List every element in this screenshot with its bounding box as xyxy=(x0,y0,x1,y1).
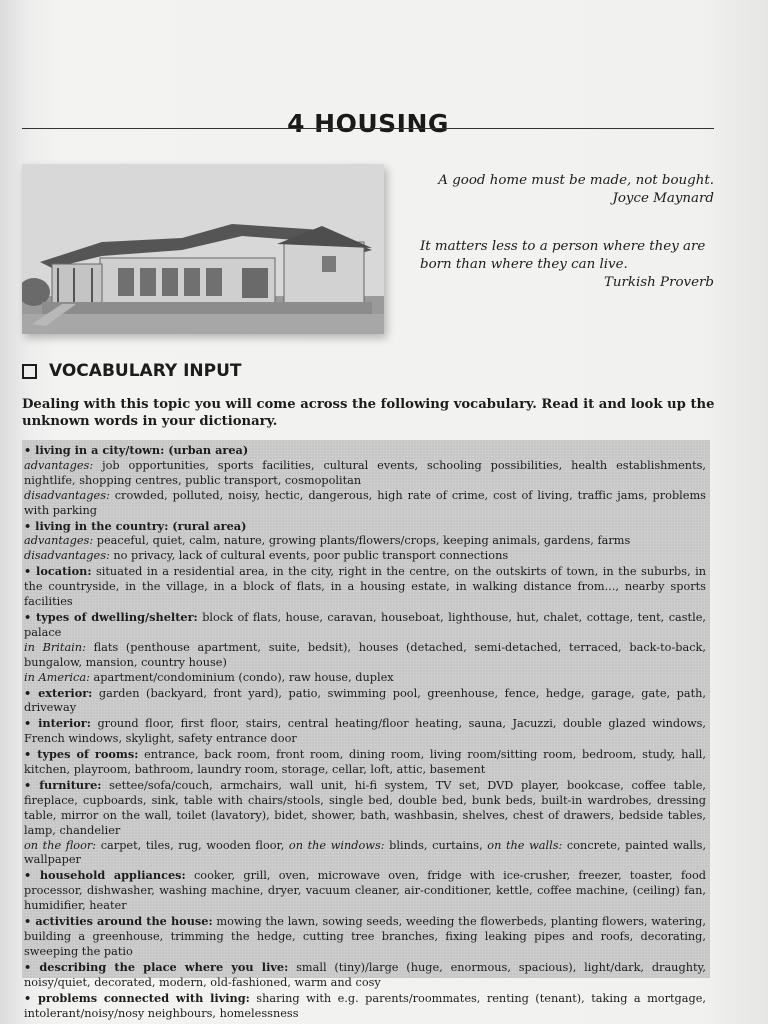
vocab-text: peaceful, quiet, calm, nature, growing plants/flowers/crops, keeping animals, gardens, farms xyxy=(96,534,631,548)
vocabulary-section-heading xyxy=(22,361,714,381)
vocab-item-rooms xyxy=(24,747,706,778)
vocab-item-dwelling xyxy=(24,610,706,686)
bullet-icon: • xyxy=(24,685,39,700)
bullet-icon: • xyxy=(24,914,36,929)
bullet-icon: • xyxy=(24,609,37,624)
vocab-text: blinds, curtains, xyxy=(389,838,483,852)
vocab-sublabel: disadvantages: xyxy=(24,488,110,502)
bullet-icon: • xyxy=(24,868,40,883)
quote-text: It matters less to a person where they are born than where they can live. xyxy=(420,239,706,272)
bullet-icon: • xyxy=(24,777,40,792)
empty-square-icon xyxy=(22,364,37,379)
vocab-text: apartment/condominium (condo), raw house, duplex xyxy=(93,670,394,684)
title-divider xyxy=(22,128,714,129)
house-illustration xyxy=(22,164,384,334)
section-title: VOCABULARY INPUT xyxy=(49,361,242,381)
vocab-item-country xyxy=(24,519,706,565)
vocab-item-interior xyxy=(24,716,706,747)
vocab-sublabel: advantages: xyxy=(24,458,94,472)
vocab-text: carpet, tiles, rug, wooden floor, xyxy=(100,838,285,852)
vocab-sublabel: in America: xyxy=(24,670,90,684)
vocab-text: no privacy, lack of cultural events, poor public transport connections xyxy=(113,549,509,563)
vocab-text: ground floor, first floor, stairs, central heating/floor heating, sauna, Jacuzzi, double glazed windows, French windows, skylight, safety entrance door xyxy=(24,717,707,746)
quote-text: A good home must be made, not bought. xyxy=(438,173,714,188)
vocab-text: flats (penthouse apartment, suite, bedsit), houses (detached, semi-detached, terraced, back-to-back, bungalow, mansion, country house) xyxy=(24,640,706,669)
vocab-label: exterior: xyxy=(38,685,93,700)
vocab-item-describing xyxy=(24,960,706,991)
vocab-sublabel: disadvantages: xyxy=(24,549,110,563)
quote-1 xyxy=(420,172,714,208)
bullet-icon: • xyxy=(24,564,37,579)
page-title: 4 HOUSING xyxy=(287,108,449,138)
vocab-text: cooker, grill, oven, microwave oven, fridge with ice-crusher, freezer, toaster, food processor, dishwasher, washing machine, dryer, vacuum cleaner, air-conditioner, kettle, coffee machine, (ceiling) fan, humidifier, heater xyxy=(24,869,707,913)
vocab-text: block of flats, house, caravan, houseboat, lighthouse, hut, chalet, cottage, tent, castle, palace xyxy=(24,610,706,639)
vocab-label: household appliances: xyxy=(39,868,186,883)
bullet-icon: • xyxy=(24,716,39,731)
vocab-label: location: xyxy=(36,564,92,579)
vocab-item-appliances xyxy=(24,868,706,914)
vocab-text: sharing with e.g. parents/roommates, renting (tenant), taking a mortgage, intolerant/noisy/nosy neighbours, homelessness xyxy=(24,991,707,1020)
vocab-label: describing the place where you live: xyxy=(39,959,289,974)
vocab-label: living in a city/town: (urban area) xyxy=(35,443,249,457)
vocab-text: settee/sofa/couch, armchairs, wall unit, hi-fi system, TV set, DVD player, bookcase, coffee table, fireplace, cupboards, sink, table with chairs/stools, single bed, double bed, bunk beds, built-in wardrobes, dressing table, mirror on the wall, toilet (lavatory), bidet, shower, bath, washbasin, shelves, chest of drawers, bedside tables, lamp, chandelier xyxy=(24,778,706,837)
vocab-text: mowing the lawn, sowing seeds, weeding the flowerbeds, planting flowers, watering, building a greenhouse, trimming the hedge, cutting tree branches, fixing leaking pipes and roofs, decorating, sweeping the patio xyxy=(24,915,706,958)
vocab-label: activities around the house: xyxy=(35,914,213,929)
bullet-icon: • xyxy=(24,518,36,533)
bullet-icon: • xyxy=(24,990,39,1005)
quotes-block xyxy=(420,172,714,292)
vocab-sublabel: on the windows: xyxy=(288,838,385,852)
bullet-icon: • xyxy=(24,443,36,457)
vocab-text: entrance, back room, front room, dining room, living room/sitting room, bedroom, study, hall, kitchen, playroom, bathroom, laundry room, storage, cellar, loft, attic, basement xyxy=(24,748,707,777)
vocab-item-city xyxy=(24,443,706,519)
vocab-text: situated in a residential area, in the city, right in the centre, on the outskirts of town, in the suburbs, in the countryside, in the village, in a block of flats, in a housing estate, in walking distance from..., nearby sports facilities xyxy=(24,565,707,609)
vocab-item-furniture xyxy=(24,778,706,868)
vocab-label: furniture: xyxy=(39,777,102,792)
quote-2 xyxy=(420,238,714,292)
vocab-label: types of rooms: xyxy=(37,747,139,762)
quote-author: Joyce Maynard xyxy=(612,191,714,206)
house-photo xyxy=(22,164,384,334)
vocab-label: living in the country: (rural area) xyxy=(35,518,247,533)
vocab-text: job opportunities, sports facilities, cultural events, schooling possibilities, health establishments, nightlife, shopping centres, public transport, cosmopolitan xyxy=(24,458,706,487)
vocab-text: small (tiny)/large (huge, enormous, spacious), light/dark, draughty, noisy/quiet, decorated, modern, old-fashioned, warm and cosy xyxy=(24,960,706,989)
vocab-item-location xyxy=(24,564,706,610)
vocab-item-problems xyxy=(24,991,706,1022)
vocab-label: types of dwelling/shelter: xyxy=(36,609,198,624)
vocab-sublabel: on the floor: xyxy=(24,838,97,852)
bullet-icon: • xyxy=(24,959,40,974)
vocab-text: crowded, polluted, noisy, hectic, dangerous, high rate of crime, cost of living, traffic jams, problems with parking xyxy=(24,488,706,517)
vocab-item-exterior xyxy=(24,686,706,717)
vocab-sublabel: advantages: xyxy=(24,534,94,548)
bullet-icon: • xyxy=(24,747,38,762)
vocab-sublabel: on the walls: xyxy=(487,838,563,852)
quote-author: Turkish Proverb xyxy=(603,275,714,290)
vocab-label: interior: xyxy=(38,716,91,731)
vocab-text: garden (backyard, front yard), patio, swimming pool, greenhouse, fence, hedge, garage, gate, path, driveway xyxy=(24,686,707,715)
vocab-sublabel: in Britain: xyxy=(24,640,86,654)
vocab-label: problems connected with living: xyxy=(38,990,250,1005)
vocab-text: concrete, painted walls, wallpaper xyxy=(24,838,707,867)
vocab-item-activities xyxy=(24,914,706,960)
vocabulary-intro: Dealing with this topic you will come across the following vocabulary. Read it and look up the unknown words in your dictionary. xyxy=(22,397,715,429)
vocabulary-box xyxy=(22,440,710,1020)
